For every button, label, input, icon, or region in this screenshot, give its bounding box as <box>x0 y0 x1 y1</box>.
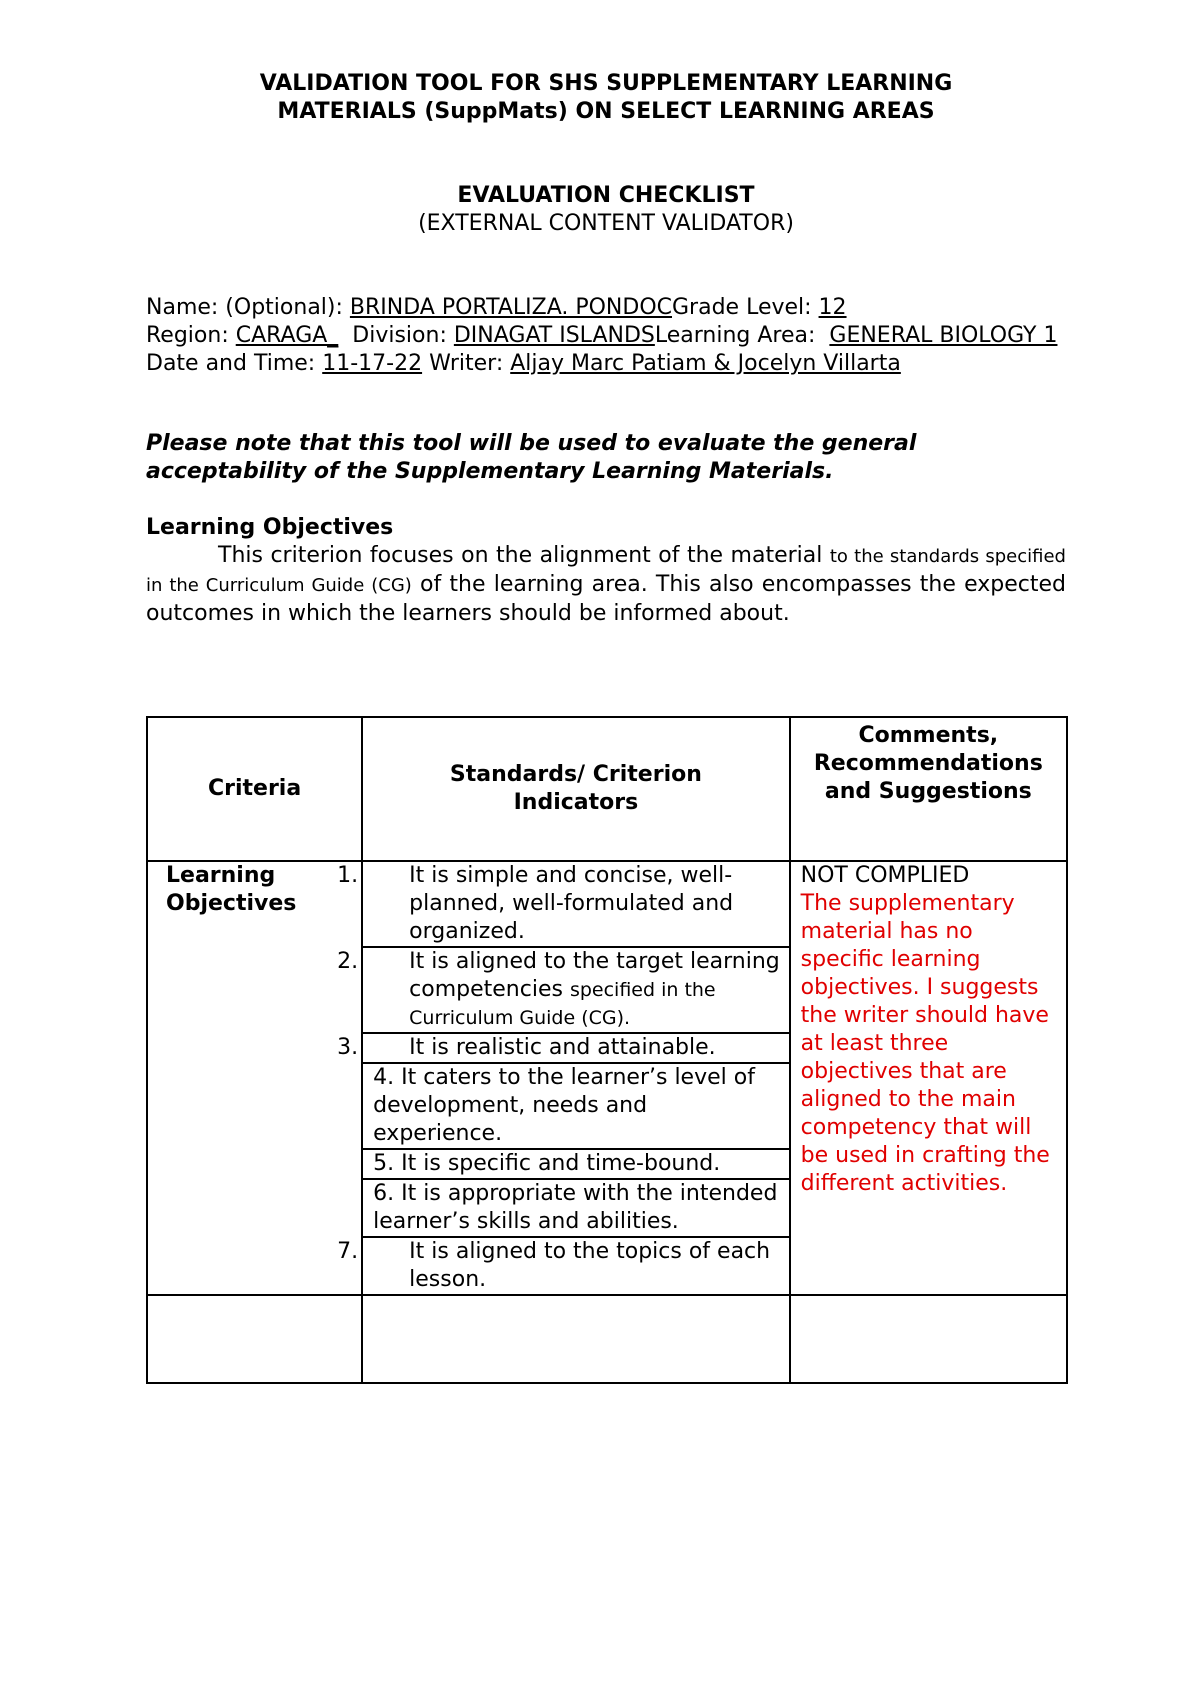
info-line-region <box>146 322 1066 350</box>
header-standards-cell <box>362 717 790 861</box>
checklist-title: EVALUATION CHECKLIST <box>457 183 755 208</box>
evaluation-note: Please note that this tool will be used to evaluate the general acceptability of the Supplementary Learning Materials. <box>146 431 917 484</box>
empty-standards-cell <box>362 1295 790 1383</box>
evaluation-table <box>146 716 1068 1384</box>
document-title-line-1: VALIDATION TOOL FOR SHS SUPPLEMENTARY LEARNING <box>259 71 953 96</box>
header-criteria-cell <box>147 717 362 861</box>
grade-label: Grade Level: <box>672 295 819 320</box>
learning-area-value: GENERAL BIOLOGY 1 <box>829 323 1058 348</box>
region-value: CARAGA_ <box>235 323 339 348</box>
indicators-cell <box>337 861 790 1295</box>
checklist-subtitle: (EXTERNAL CONTENT VALIDATOR) <box>418 211 794 236</box>
criteria-cell <box>147 861 362 1295</box>
indicator-item: 7. It is aligned to the topics of each lesson. <box>337 1239 771 1292</box>
header-standards: Standards/ Criterion Indicators <box>449 762 702 815</box>
section-description-b: of the learning area. This also encompasses the expected outcomes in which the learners should be informed about. <box>146 572 1066 626</box>
document-title-line-2: MATERIALS (SuppMats) ON SELECT LEARNING AREAS <box>277 99 935 124</box>
info-line-date <box>146 350 1066 378</box>
grade-value: 12 <box>818 295 847 320</box>
section-description-a: This criterion focuses on the alignment of the material <box>218 543 830 568</box>
writer-value: Aljay Marc Patiam & Jocelyn Villarta <box>510 351 901 376</box>
section-description-small: to the standards specified in the Curriculum Guide (CG) <box>146 546 1066 596</box>
comment-text: The supplementary material has no specific learning objectives. I suggests the writer should have at least three objectives that are aligned to the main competency that will be used in crafting the different activities. <box>800 891 1050 1196</box>
indicator-item: 2. It is aligned to the target learning competencies specified in the Curriculum Guide (CG). <box>363 948 789 1034</box>
empty-comments-cell <box>790 1295 1067 1383</box>
comment-status: NOT COMPLIED <box>800 863 970 888</box>
division-value: DINAGAT ISLANDS <box>453 323 655 348</box>
name-label: Name: (Optional): <box>146 295 350 320</box>
info-line-name <box>146 294 1066 322</box>
empty-criteria-cell <box>147 1295 362 1383</box>
date-value: 11-17-22 <box>322 351 423 376</box>
criteria-label: Learning Objectives <box>166 863 297 916</box>
section-description <box>146 542 1066 628</box>
division-label: Division: <box>338 323 454 348</box>
name-value: BRINDA PORTALIZA. PONDOC <box>349 295 672 320</box>
info-block <box>146 294 1066 378</box>
document-page <box>146 70 1066 628</box>
indicator-item: 1. It is simple and concise, well-planned, well-formulated and organized. <box>363 862 789 948</box>
table-row-empty <box>147 1295 1067 1383</box>
section-heading: Learning Objectives <box>146 515 394 540</box>
comments-cell <box>790 861 1067 1295</box>
learning-area-label: Learning Area: <box>654 323 830 348</box>
indicator-item: 4. It caters to the learner’s level of development, needs and experience. <box>363 1064 789 1150</box>
table-row <box>147 861 1067 1295</box>
region-label: Region: <box>146 323 236 348</box>
header-comments: Comments, Recommendations and Suggestions <box>813 723 1043 804</box>
indicator-item: 3. It is realistic and attainable. <box>363 1034 789 1064</box>
indicator-item: 6. It is appropriate with the intended learner’s skills and abilities. <box>363 1180 789 1238</box>
table-header-row <box>147 717 1067 861</box>
indicator-item: 5. It is specific and time-bound. <box>363 1150 789 1180</box>
date-label: Date and Time: <box>146 351 323 376</box>
header-comments-cell <box>790 717 1067 861</box>
writer-label: Writer: <box>422 351 511 376</box>
header-criteria: Criteria <box>207 776 302 801</box>
